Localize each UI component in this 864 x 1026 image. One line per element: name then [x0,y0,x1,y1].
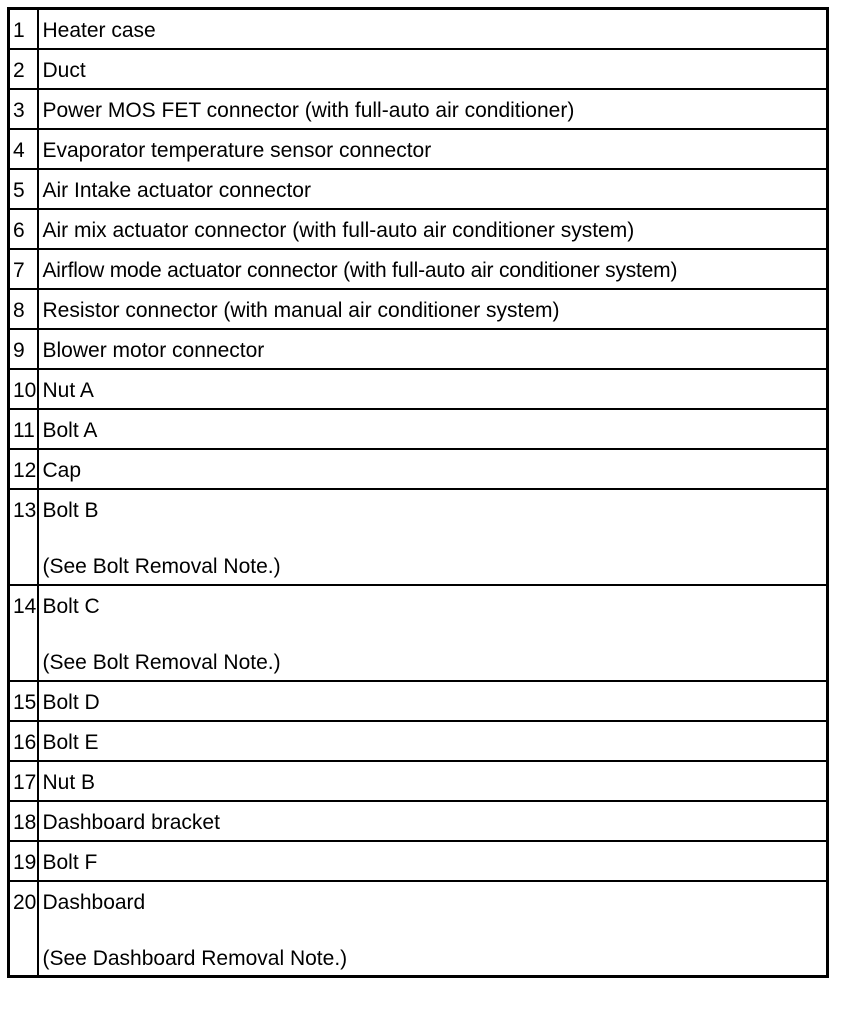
part-description-text: Dashboard [42,890,146,914]
part-description: Heater case [38,9,828,49]
part-description: Evaporator temperature sensor connector [38,129,828,169]
table-row [9,489,828,585]
part-description: Nut A [38,369,828,409]
part-description: Cap [38,449,828,489]
part-number: 2 [9,49,38,89]
table-row [9,329,828,369]
part-number: 4 [9,129,38,169]
part-number: 14 [9,585,38,681]
part-description: Air Intake actuator connector [38,169,828,209]
table-row [9,9,828,49]
part-description: Bolt D [38,681,828,721]
table-row [9,169,828,209]
table-row [9,409,828,449]
part-number: 9 [9,329,38,369]
parts-legend-table [7,7,829,978]
table-row [9,209,828,249]
table-row [9,681,828,721]
part-number: 13 [9,489,38,585]
part-description [38,585,828,681]
part-description: Nut B [38,761,828,801]
part-description: Resistor connector (with manual air conditioner system) [38,289,828,329]
part-description-text: Bolt C [42,594,100,618]
part-number: 18 [9,801,38,841]
table-row [9,841,828,881]
table-row [9,49,828,89]
table-row [9,881,828,977]
table-row [9,249,828,289]
part-description: Dashboard bracket [38,801,828,841]
table-row [9,801,828,841]
part-description: Power MOS FET connector (with full-auto air conditioner) [38,89,828,129]
table-row [9,449,828,489]
part-note: (See Bolt Removal Note.) [42,650,281,674]
table-row [9,369,828,409]
part-description-text: Bolt B [42,498,99,522]
part-description: Air mix actuator connector (with full-auto air conditioner system) [38,209,828,249]
part-description: Airflow mode actuator connector (with full-auto air conditioner system) [38,249,828,289]
part-description: Blower motor connector [38,329,828,369]
part-number: 3 [9,89,38,129]
part-number: 19 [9,841,38,881]
part-number: 10 [9,369,38,409]
table-row [9,89,828,129]
part-description: Duct [38,49,828,89]
part-number: 15 [9,681,38,721]
part-number: 1 [9,9,38,49]
part-description: Bolt A [38,409,828,449]
part-description: Bolt E [38,721,828,761]
part-description [38,881,828,977]
part-description [38,489,828,585]
part-number: 11 [9,409,38,449]
part-note: (See Dashboard Removal Note.) [42,946,348,970]
part-number: 20 [9,881,38,977]
part-description: Bolt F [38,841,828,881]
part-note: (See Bolt Removal Note.) [42,554,281,578]
part-number: 6 [9,209,38,249]
table-row [9,721,828,761]
part-number: 17 [9,761,38,801]
table-row [9,761,828,801]
table-row [9,129,828,169]
table-row [9,289,828,329]
part-number: 7 [9,249,38,289]
part-number: 16 [9,721,38,761]
part-number: 12 [9,449,38,489]
table-row [9,585,828,681]
part-number: 8 [9,289,38,329]
part-number: 5 [9,169,38,209]
